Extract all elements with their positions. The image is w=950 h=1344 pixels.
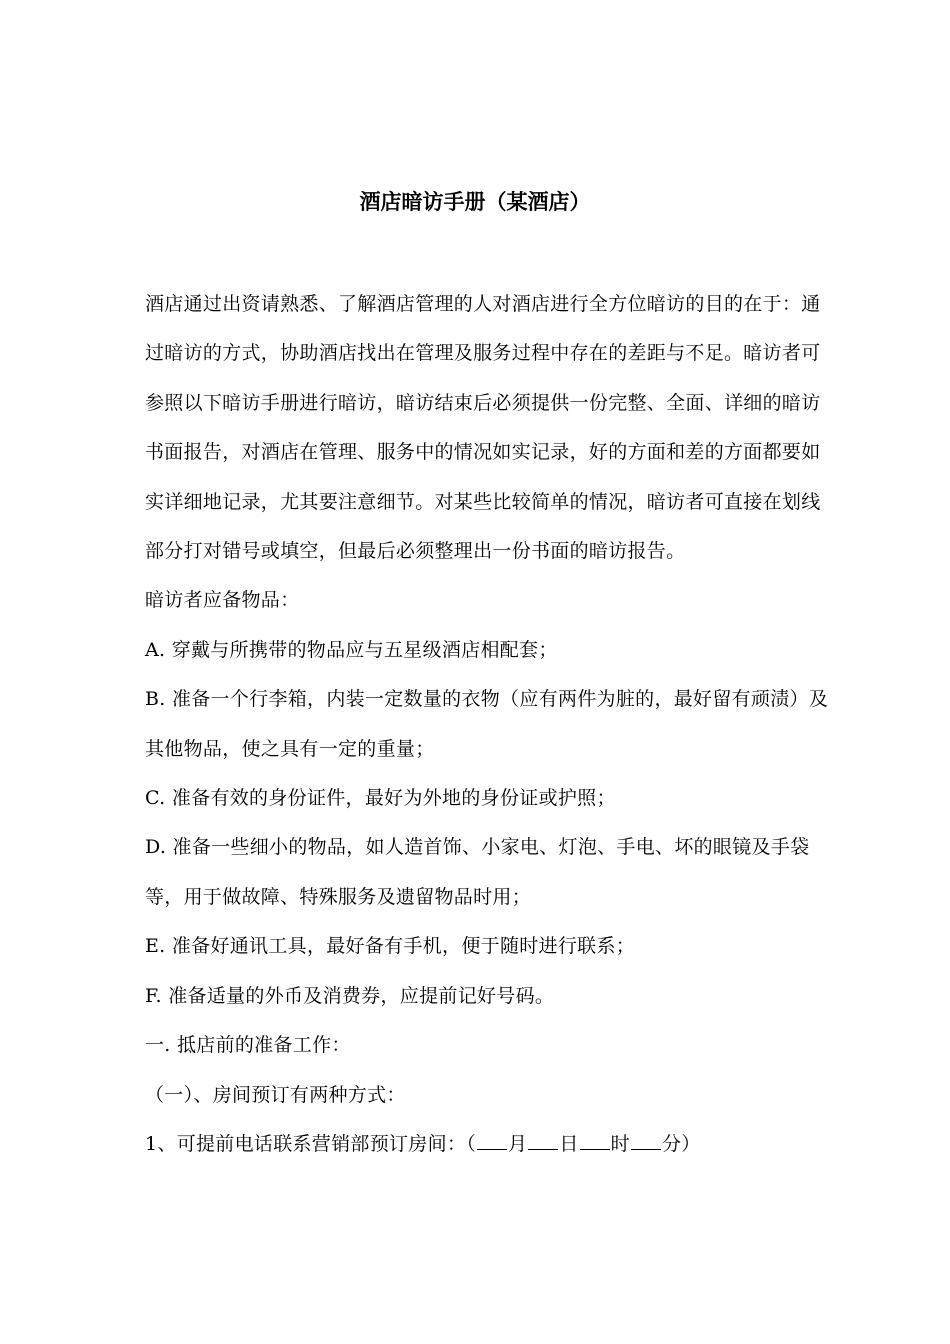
hour-blank[interactable] — [580, 1129, 610, 1150]
subsection-heading: （一）、房间预订有两种方式： — [145, 1083, 406, 1106]
month-blank[interactable] — [477, 1129, 507, 1150]
intro-paragraph: 酒店通过出资请熟悉、了解酒店管理的人对酒店进行全方位暗访的目的在于：通过暗访的方式，协助酒店找出在管理及服务过程中存在的差距与不足。暗访者可参照以下暗访手册进行暗访，暗访结束后必须提供一份完整、全面、详细的暗访书面报告，对酒店在管理、服务中的情况如实记录，好的方面和差的方面都要如实详细地记录，尤其要注意细节。对某些比较简单的情况，暗访者可直接在划线部分打对错号或填空，但最后必须整理出一份书面的暗访报告。 — [145, 293, 821, 563]
list-item: C. 准备有效的身份证件，最好为外地的身份证或护照； — [145, 787, 616, 810]
list-item: D. 准备一些细小的物品，如人造首饰、小家电、灯泡、手电、坏的眼镜及手袋等，用于做故障、特殊服务及遗留物品时用； — [145, 836, 810, 908]
minute-label: 分） — [661, 1132, 701, 1155]
items-heading: 暗访者应备物品： — [145, 589, 300, 612]
month-label: 月 — [508, 1132, 528, 1155]
booking-line-prefix: 1、可提前电话联系营销部预订房间：（ — [145, 1132, 476, 1155]
day-blank[interactable] — [528, 1129, 558, 1150]
list-item: A. 穿戴与所携带的物品应与五星级酒店相配套； — [145, 638, 558, 661]
minute-blank[interactable] — [631, 1129, 661, 1150]
list-item: F. 准备适量的外币及消费券，应提前记好号码。 — [145, 984, 555, 1007]
day-label: 日 — [559, 1132, 579, 1155]
document-title: 酒店暗访手册（某酒店） — [359, 189, 591, 214]
document-body — [145, 280, 835, 1169]
booking-time-line — [145, 1120, 835, 1169]
section-heading: 一. 抵店前的准备工作： — [145, 1034, 351, 1057]
hour-label: 时 — [610, 1132, 630, 1155]
list-item: E. 准备好通讯工具，最好备有手机，便于随时进行联系； — [145, 935, 636, 958]
list-item: B. 准备一个行李箱，内装一定数量的衣物（应有两件为脏的，最好留有顽渍）及其他物品，使之具有一定的重量； — [145, 688, 829, 760]
